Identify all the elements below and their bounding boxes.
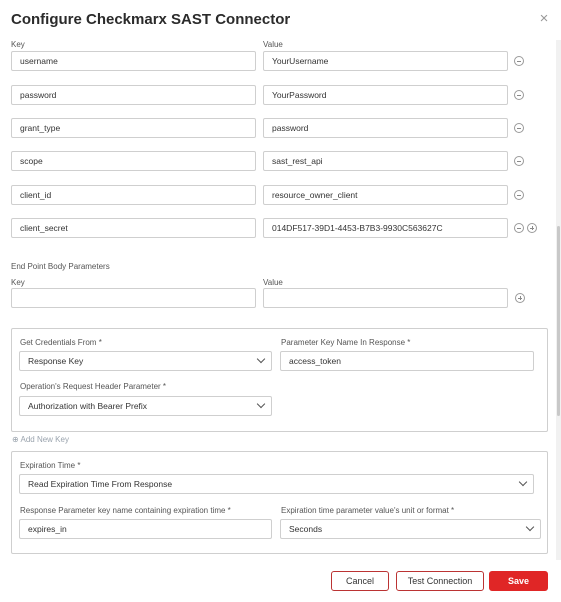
chevron-down-icon xyxy=(257,400,265,408)
param-key-input-client-secret[interactable]: client_secret xyxy=(11,218,256,238)
save-button[interactable]: Save xyxy=(489,571,548,591)
remove-row-icon[interactable] xyxy=(514,156,524,166)
response-param-input[interactable]: expires_in xyxy=(19,519,272,539)
add-body-param-icon[interactable] xyxy=(515,293,525,303)
param-value-input-client-secret[interactable]: 014DF517-39D1-4453-B7B3-9930C563627C xyxy=(263,218,508,238)
cancel-button[interactable]: Cancel xyxy=(331,571,389,591)
close-icon[interactable]: × xyxy=(539,10,549,27)
chevron-down-icon xyxy=(526,523,534,531)
test-connection-button[interactable]: Test Connection xyxy=(396,571,484,591)
param-value-input-scope[interactable]: sast_rest_api xyxy=(263,151,508,171)
scrollbar-thumb[interactable] xyxy=(557,226,560,416)
get-credentials-label: Get Credentials From * xyxy=(20,338,102,347)
key-column-label: Key xyxy=(11,40,25,49)
body-key-label: Key xyxy=(11,278,25,287)
param-value-input-client-id[interactable]: resource_owner_client xyxy=(263,185,508,205)
body-value-label: Value xyxy=(263,278,283,287)
chevron-down-icon xyxy=(519,478,527,486)
param-key-input-scope[interactable]: scope xyxy=(11,151,256,171)
param-value-input-password[interactable]: YourPassword xyxy=(263,85,508,105)
remove-row-icon[interactable] xyxy=(514,123,524,133)
param-key-input-username[interactable]: username xyxy=(11,51,256,71)
expiration-unit-select[interactable] xyxy=(280,519,541,539)
body-key-input[interactable] xyxy=(11,288,256,308)
body-params-section-label: End Point Body Parameters xyxy=(11,262,110,271)
remove-row-icon[interactable] xyxy=(514,223,524,233)
param-key-input-client-id[interactable]: client_id xyxy=(11,185,256,205)
header-param-value: Authorization with Bearer Prefix xyxy=(28,401,148,411)
expiration-time-select[interactable] xyxy=(19,474,534,494)
get-credentials-value: Response Key xyxy=(28,356,84,366)
expiration-unit-label: Expiration time parameter value's unit or format * xyxy=(281,506,455,515)
header-param-select[interactable] xyxy=(19,396,272,416)
chevron-down-icon xyxy=(257,355,265,363)
get-credentials-select[interactable] xyxy=(19,351,272,371)
expiration-unit-value: Seconds xyxy=(289,524,323,534)
add-new-key-link[interactable]: ⊕ Add New Key xyxy=(12,435,69,444)
param-value-input-username[interactable]: YourUsername xyxy=(263,51,508,71)
expiration-time-value: Read Expiration Time From Response xyxy=(28,479,173,489)
body-value-input[interactable] xyxy=(263,288,508,308)
param-value-input-grant-type[interactable]: password xyxy=(263,118,508,138)
header-param-label: Operation's Request Header Parameter * xyxy=(20,382,167,391)
remove-row-icon[interactable] xyxy=(514,56,524,66)
add-row-icon[interactable] xyxy=(527,223,537,233)
value-column-label: Value xyxy=(263,40,283,49)
param-key-input-grant-type[interactable]: grant_type xyxy=(11,118,256,138)
remove-row-icon[interactable] xyxy=(514,90,524,100)
param-key-name-label: Parameter Key Name In Response * xyxy=(281,338,411,347)
remove-row-icon[interactable] xyxy=(514,190,524,200)
param-key-input-password[interactable]: password xyxy=(11,85,256,105)
dialog-title: Configure Checkmarx SAST Connector xyxy=(11,11,291,28)
param-key-name-input[interactable]: access_token xyxy=(280,351,534,371)
response-param-label: Response Parameter key name containing expiration time * xyxy=(20,506,231,515)
expiration-time-label: Expiration Time * xyxy=(20,461,81,470)
